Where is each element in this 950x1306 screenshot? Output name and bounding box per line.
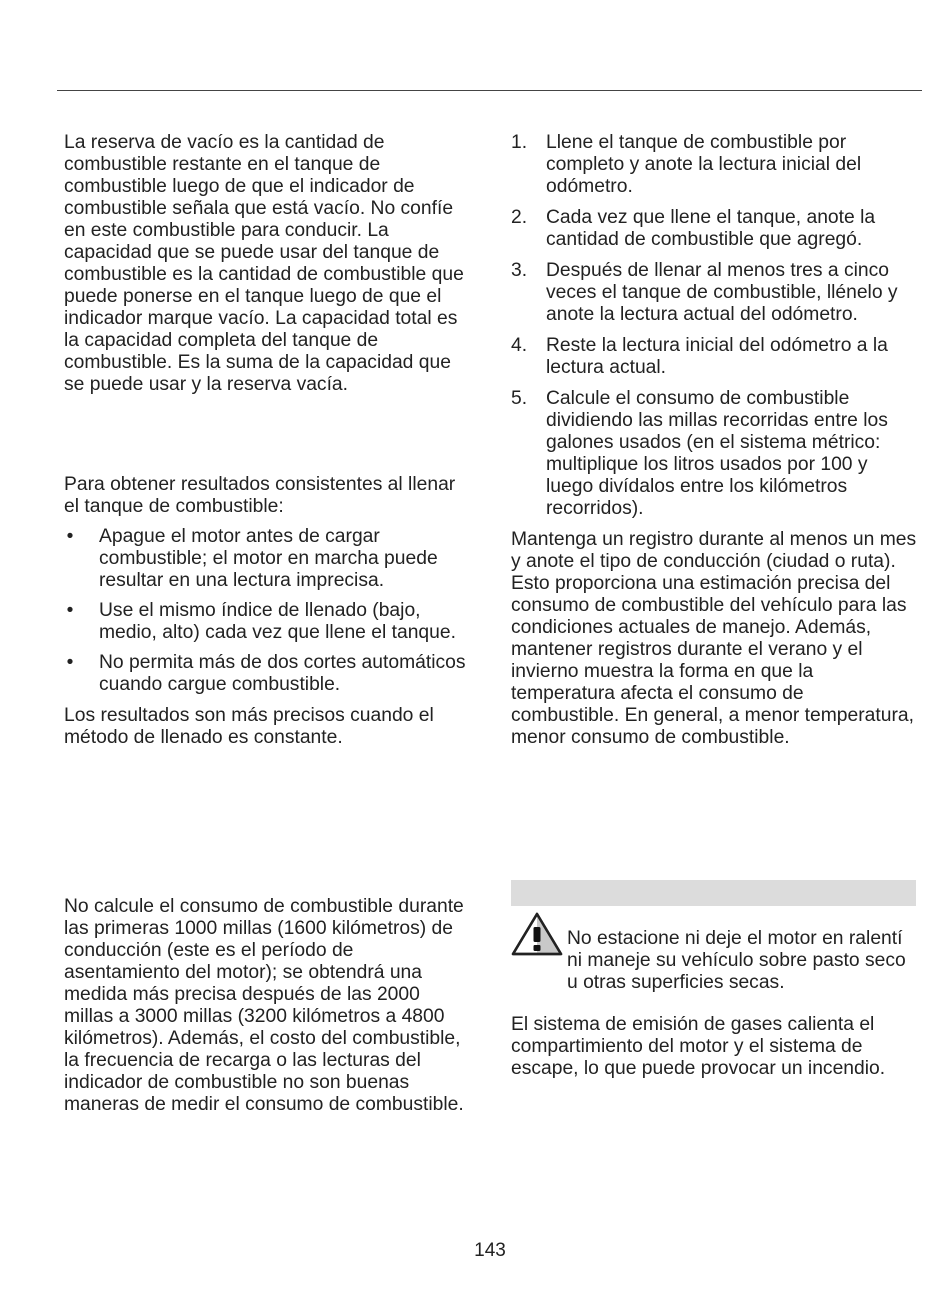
page-number: 143: [474, 1240, 506, 1261]
bullet-mark: •: [66, 600, 74, 621]
list-item: • Use el mismo índice de llenado (bajo, medio, alto) cada vez que llene el tanque.: [64, 600, 472, 644]
list-item: 5. Calcule el consumo de combustible dividiendo las millas recorridas entre los galones usados (en el sistema métrico: multiplique los litros usados por 100 y luego divídalos entre los kilómetros recorridos).: [511, 388, 888, 519]
fill-instructions-block: [64, 474, 472, 749]
warning-lead-text: No estacione ni deje el motor en ralentí ni maneje su vehículo sobre pasto seco u otras superficies secas.: [567, 928, 906, 994]
right-column: [511, 132, 917, 749]
calculation-steps-list: [511, 132, 917, 520]
list-item: • Apague el motor antes de cargar combustible; el motor en marcha puede resultar en una lectura imprecisa.: [64, 526, 472, 592]
list-item: • No permita más de dos cortes automáticos cuando cargue combustible.: [64, 652, 472, 696]
warning-header-bar: [511, 880, 916, 906]
bullet-mark: •: [66, 652, 74, 673]
break-in-block: [64, 896, 472, 1116]
list-item: 2. Cada vez que llene el tanque, anote la cantidad de combustible que agregó.: [511, 207, 876, 250]
bullet-mark: •: [66, 526, 74, 547]
fill-bullet-list: [64, 526, 472, 696]
vacuum-reserve-paragraph: La reserva de vacío es la cantidad de combustible restante en el tanque de combustible luego de que el indicador de combustible señala que está vacío. No confíe en este combustible para conducir. La capacidad que se puede usar del tanque de combustible es la cantidad de combustible que puede ponerse en el tanque luego de que el indicador marque vacío. La capacidad total es la capacidad completa del tanque de combustible. Es la suma de la capacidad que se puede usar y la reserva vacía.: [64, 132, 464, 395]
list-item: 1. Llene el tanque de combustible por completo y anote la lectura inicial del odómetro.: [511, 132, 862, 197]
warning-block: [511, 909, 917, 1099]
warning-triangle-icon: [511, 911, 563, 957]
break-in-paragraph: No calcule el consumo de combustible durante las primeras 1000 millas (1600 kilómetros) de conducción (este es el período de asentamiento del motor); se obtendrá una medida más precisa después de las 2000 millas a 3000 millas (3200 kilómetros a 4800 kilómetros). Además, el costo del combustible, la frecuencia de recarga o las lecturas del indicador de combustible no son buenas maneras de medir el consumo de combustible.: [64, 896, 464, 1115]
left-column: [64, 132, 472, 396]
header-rule: [57, 90, 922, 91]
list-item: 4. Reste la lectura inicial del odómetro a la lectura actual.: [511, 335, 888, 378]
record-paragraph: Mantenga un registro durante al menos un mes y anote el tipo de conducción (ciudad o ruta). Esto proporciona una estimación precisa del consumo de combustible del vehículo para las condiciones actuales de manejo. Además, mantener registros durante el verano y el invierno muestra la forma en que la temperatura afecta el consumo de combustible. En general, a menor temperatura, menor consumo de combustible.: [511, 529, 917, 748]
warning-body-text: El sistema de emisión de gases calienta el compartimiento del motor y el sistema de escape, lo que puede provocar un incendio.: [511, 1013, 886, 1079]
list-item: 3. Después de llenar al menos tres a cinco veces el tanque de combustible, llénelo y anote la lectura actual del odómetro.: [511, 260, 898, 325]
fill-intro-paragraph: Para obtener resultados consistentes al llenar el tanque de combustible:: [64, 474, 456, 517]
fill-result-paragraph: Los resultados son más precisos cuando el método de llenado es constante.: [64, 705, 434, 748]
